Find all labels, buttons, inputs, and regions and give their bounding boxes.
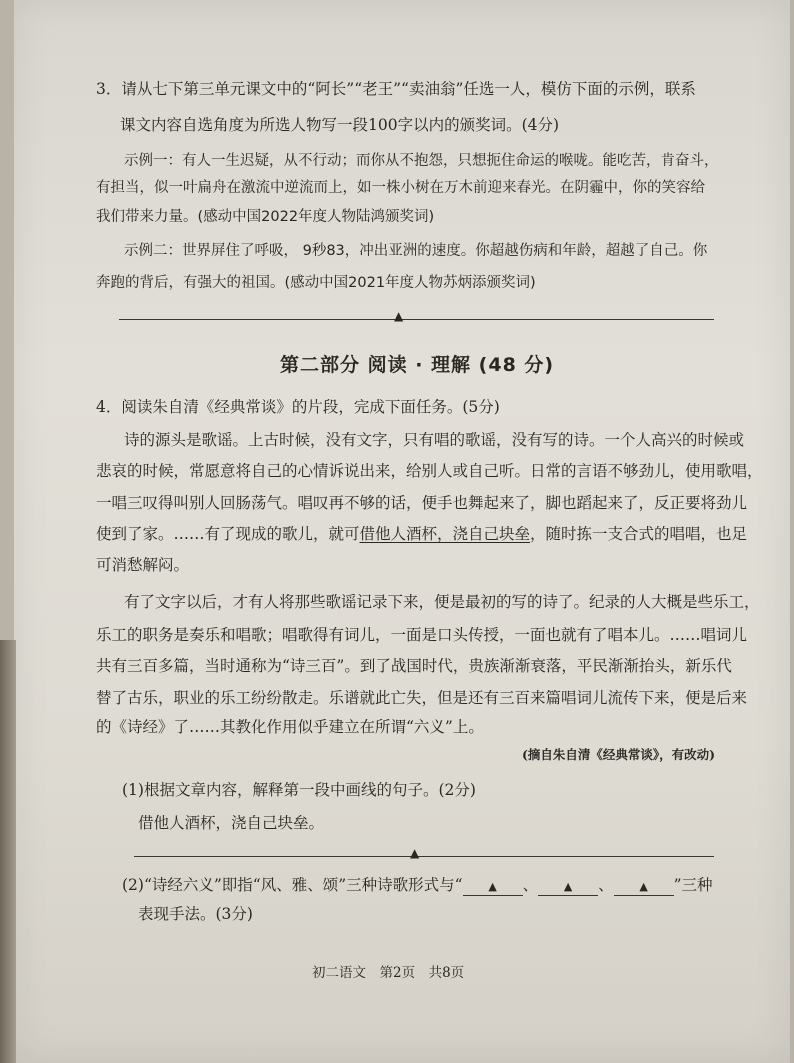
q4-sub2-line1 — [122, 874, 713, 896]
q4-intro: 4．阅读朱自清《经典常谈》的片段，完成下面任务。(5分) — [96, 398, 500, 416]
q4-sub1-answer-mark: ▲ — [410, 846, 420, 860]
q4-sub1-quote: 借他人酒杯，浇自己块垒。 — [138, 814, 325, 832]
passage-p1-line4-start: 使到了家。……有了现成的歌儿，就可 — [96, 525, 360, 543]
blank-2[interactable]: ▲ — [538, 879, 598, 896]
part2-title: 第二部分 阅读 · 理解 (48 分) — [280, 354, 555, 376]
passage-p2-line5: 的《诗经》了……其教化作用似乎建立在所谓“六义”上。 — [96, 718, 484, 736]
blank-1[interactable]: ▲ — [463, 879, 523, 896]
q3-example2-line2: 奔跑的背后，有强大的祖国。(感动中国2021年度人物苏炳添颁奖词) — [96, 275, 536, 291]
q4-sub1-prompt: (1)根据文章内容，解释第一段中画线的句子。(2分) — [122, 781, 476, 799]
q3-answer-line — [119, 319, 714, 320]
page-shadow-edge — [0, 640, 16, 1063]
passage-p2-line2: 乐工的职务是奏乐和唱歌；唱歌得有词儿，一面是口头传授，一面也就有了唱本儿。……唱词儿 — [96, 626, 748, 644]
passage-p1-line5: 可消愁解闷。 — [96, 556, 190, 574]
passage-p2-line4: 替了古乐，职业的乐工纷纷散走。乐谱就此亡失，但是还有三百来篇唱词儿流传下来，便是后来 — [96, 689, 748, 707]
q3-example1-line2: 有担当，似一叶扁舟在激流中逆流而上，如一株小树在万木前迎来春光。在阴霾中，你的笑容给 — [96, 180, 705, 196]
passage-source: (摘自朱自清《经典常谈》，有改动) — [522, 747, 716, 762]
passage-p1-line2: 悲哀的时候，常愿意将自己的心情诉说出来，给别人或自己听。日常的言语不够劲儿，使用歌唱， — [96, 462, 763, 480]
q3-example1-line3: 我们带来力量。(感动中国2022年度人物陆鸿颁奖词) — [96, 209, 435, 225]
page-footer: 初二语文 第2页 共8页 — [312, 965, 465, 981]
passage-p1-line1: 诗的源头是歌谣。上古时候，没有文字，只有唱的歌谣，没有写的诗。一个人高兴的时候或 — [124, 431, 745, 449]
q3-example1-line1: 示例一：有人一生迟疑，从不行动；而你从不抱怨，只想扼住命运的喉咙。能吃苦，肯奋斗， — [124, 153, 719, 169]
underlined-sentence: 借他人酒杯，浇自己块垒 — [359, 525, 531, 543]
q3-prompt-line2: 课文内容自选角度为所选人物写一段100字以内的颁奖词。(4分) — [120, 116, 560, 134]
q4-sub1-answer-line — [134, 856, 714, 857]
q4-sub2-text-end: ”三种 — [673, 876, 713, 894]
passage-p1-line4-end: ，随时拣一支合式的唱唱，也足 — [530, 525, 748, 543]
separator: 、 — [522, 876, 539, 894]
blank-3[interactable]: ▲ — [614, 879, 674, 896]
exam-page — [14, 0, 790, 1063]
separator: 、 — [598, 876, 614, 894]
passage-p2-line3: 共有三百多篇，当时通称为“诗三百”。到了战国时代，贵族渐渐衰落，平民渐渐抬头，新乐代 — [96, 657, 732, 675]
q3-example2-line1: 示例二：世界屏住了呼吸， 9秒83，冲出亚洲的速度。你超越伤病和年龄，超越了自己。你 — [124, 243, 708, 259]
q4-sub2-line2: 表现手法。(3分) — [138, 905, 253, 923]
passage-p1-line4 — [96, 523, 747, 545]
q3-prompt-line1: 3．请从七下第三单元课文中的“阿长”“老王”“卖油翁”任选一人，模仿下面的示例，联系 — [96, 80, 696, 98]
passage-p1-line3: 一唱三叹得叫别人回肠荡气。唱叹再不够的话，便手也舞起来了，脚也蹈起来了，反正要将劲儿 — [96, 494, 748, 512]
passage-p2-line1: 有了文字以后，才有人将那些歌谣记录下来，便是最初的写的诗了。纪录的人大概是些乐工， — [124, 593, 760, 611]
q3-answer-mark: ▲ — [394, 309, 404, 323]
q4-sub2-text: (2)“诗经六义”即指“风、雅、颂”三种诗歌形式与“ — [122, 876, 463, 894]
